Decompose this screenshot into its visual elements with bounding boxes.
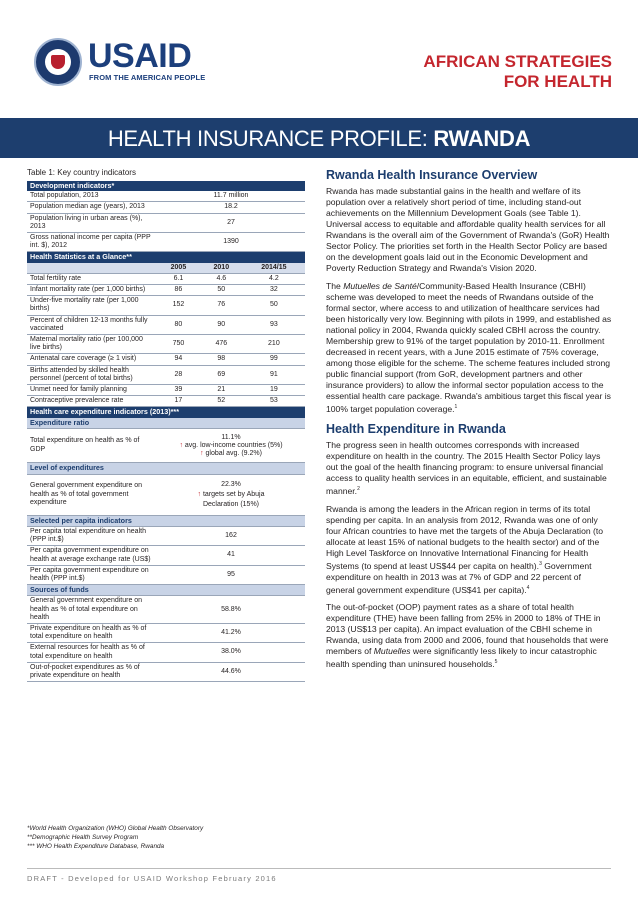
table-row: Per capita total expenditure on health (PPP int.$) 162 [27, 526, 305, 545]
section-heading: Rwanda Health Insurance Overview [326, 168, 538, 182]
arrow-up-icon: ↑ [200, 450, 204, 458]
table-caption: Table 1: Key country indicators [27, 168, 136, 177]
table-row: Maternal mortality ratio (per 100,000 live births) 750 476 210 [27, 335, 305, 354]
paragraph: Rwanda is among the leaders in the African region in terms of its total spending per capita. In an analysis from 2012, Rwanda was one of only four African countries to have met the targets of the Abuja Declaration (to allocate at least 15% of national budgets to the health sector) and of the High Level Taskforce on Innovative International Financing for Health Systems (to spend at least US$44 per capita on health).$^3$ Government expenditure on health in 2013 was at 7% of GDP and 22 percent of general government expenditure (US$41 per capita).$^4$ [326, 503, 604, 595]
section-header: Development indicators* [27, 181, 305, 191]
year-header-row: 2005 2010 2014/15 [27, 263, 305, 274]
table-row: Per capita government expenditure on health at average exchange rate (US$) 41 [27, 546, 305, 565]
program-name: AFRICAN STRATEGIES FOR HEALTH [423, 52, 612, 91]
table-row: Total expenditure on health as % of GDP 11.1% ↑ avg. low-income countries (5%) ↑ global avg. (9.2%) [27, 428, 305, 463]
table-row: Contraceptive prevalence rate 17 52 53 [27, 396, 305, 407]
article-column [326, 168, 612, 677]
table-row: General government expenditure on health as % of total government expenditure 22.3% ↑ targets set by Abuja Declaration (15%) [27, 474, 305, 515]
key-indicators-table [27, 181, 305, 682]
table-row: Total population, 2013 11.7 million [27, 191, 305, 202]
table-row: Percent of children 12-13 months fully vaccinated 80 90 93 [27, 315, 305, 334]
draft-footer: DRAFT - Developed for USAID Workshop February 2016 [27, 874, 277, 883]
usaid-seal-icon [34, 38, 82, 86]
table-row: Out-of-pocket expenditures as % of private expenditure on health 44.6% [27, 662, 305, 681]
section-heading: Health Expenditure in Rwanda [326, 421, 506, 436]
section-header: Health Statistics at a Glance** [27, 252, 305, 263]
usaid-tagline: FROM THE AMERICAN PEOPLE [89, 73, 206, 82]
page-title: HEALTH INSURANCE PROFILE: RWANDA [107, 126, 531, 151]
table-row: Unmet need for family planning 39 21 19 [27, 385, 305, 396]
paragraph: The out-of-pocket (OOP) payment rates as a share of total health expenditure (THE) have been falling from 25% in 2000 to 18% of THE in 2013 (US$13 per capita). An impact evaluation of the CBHI scheme in Rwanda, using data from 2000 and 2006, found that households that were members of Mutuelles were significantly less likely to incur catastrophic health spending than uninsured households.$^5$ [326, 602, 609, 670]
subsection-header: Sources of funds [27, 585, 305, 596]
table-row: Population median age (years), 2013 18.2 [27, 202, 305, 213]
table-row: General government expenditure on health as % of total expenditure on health 58.8% [27, 596, 305, 624]
section-header: Health care expenditure indicators (2013)*** [27, 407, 305, 418]
subsection-header: Selected per capita indicators [27, 515, 305, 526]
table-row: External resources for health as % of total expenditure on health 38.0% [27, 643, 305, 662]
table-row: Total fertility rate 6.1 4.6 4.2 [27, 273, 305, 284]
table-row: Infant mortality rate (per 1,000 births) 86 50 32 [27, 285, 305, 296]
paragraph: Rwanda has made substantial gains in the health and welfare of its population over a relatively short period of time, including stand-out achievements on the Millennium Development Goals (see Table 1). Universal access to equitable and affordable quality health services for all Rwandans is the overall aim of the Government of Rwanda's (GoR) Health Sector Policy. The priorities set forth in the Health Sector Policy are based on the development goals laid out in the Economic Development and Poverty Reduction Strategy and Rwanda's Vision 2020. [326, 186, 610, 273]
footer-divider [27, 868, 611, 869]
table-row: Private expenditure on health as % of total expenditure on health 41.2% [27, 623, 305, 642]
table-row: Under-five mortality rate (per 1,000 births) 152 76 50 [27, 296, 305, 315]
table-row: Births attended by skilled health personnel (percent of total births) 28 69 91 [27, 365, 305, 384]
table-row: Gross national income per capita (PPP int. $), 2012 1390 [27, 233, 305, 252]
subsection-header: Level of expenditures [27, 463, 305, 474]
table-row: Antenatal care coverage (≥ 1 visit) 94 98 99 [27, 354, 305, 365]
arrow-up-icon: ↑ [197, 490, 202, 498]
table-footnotes: *World Health Organization (WHO) Global Health Observatory **Demographic Health Survey Program *** WHO Health Expenditure Database, Rwanda [27, 825, 204, 850]
page-header [0, 0, 638, 118]
paragraph: The Mutuelles de Santé/Community-Based Health Insurance (CBHI) scheme was developed to meet the needs of Rwandans outside of the formal sector, where access to and utilization of healthcare services had been historically very low. Beginning with pilots in 1999, and established as national policy in 2004, Rwanda quickly scaled CBHI across the country. Membership grew to 91% of the target population by 2010-11. Enrollment decreased in recent years, with a June 2015 estimate of 75% coverage, among those eligible for the scheme. The scheme features included strong public financial support (from GoR, development partners and other insurance providers) to allow the informal sector population access to the essential health care package. Rwanda's ambitious target this fiscal year is 100% target population coverage.$^1$ [326, 281, 612, 414]
table-row: Population living in urban areas (%), 2013 27 [27, 213, 305, 232]
usaid-wordmark: USAID [88, 37, 192, 75]
arrow-up-icon: ↑ [179, 442, 183, 450]
subsection-header: Expenditure ratio [27, 418, 305, 429]
table-row: Per capita government expenditure on health (PPP int.$) 95 [27, 565, 305, 584]
title-bar [0, 118, 638, 158]
usaid-logo [34, 38, 204, 94]
paragraph: The progress seen in health outcomes corresponds with increased expenditure on health in the country. The 2015 Health Sector Policy lays out the goal of the health financing program: to ensure universal financial access to quality health services in an equitable, efficient, and sustainable manner.$^2$ [326, 439, 607, 496]
